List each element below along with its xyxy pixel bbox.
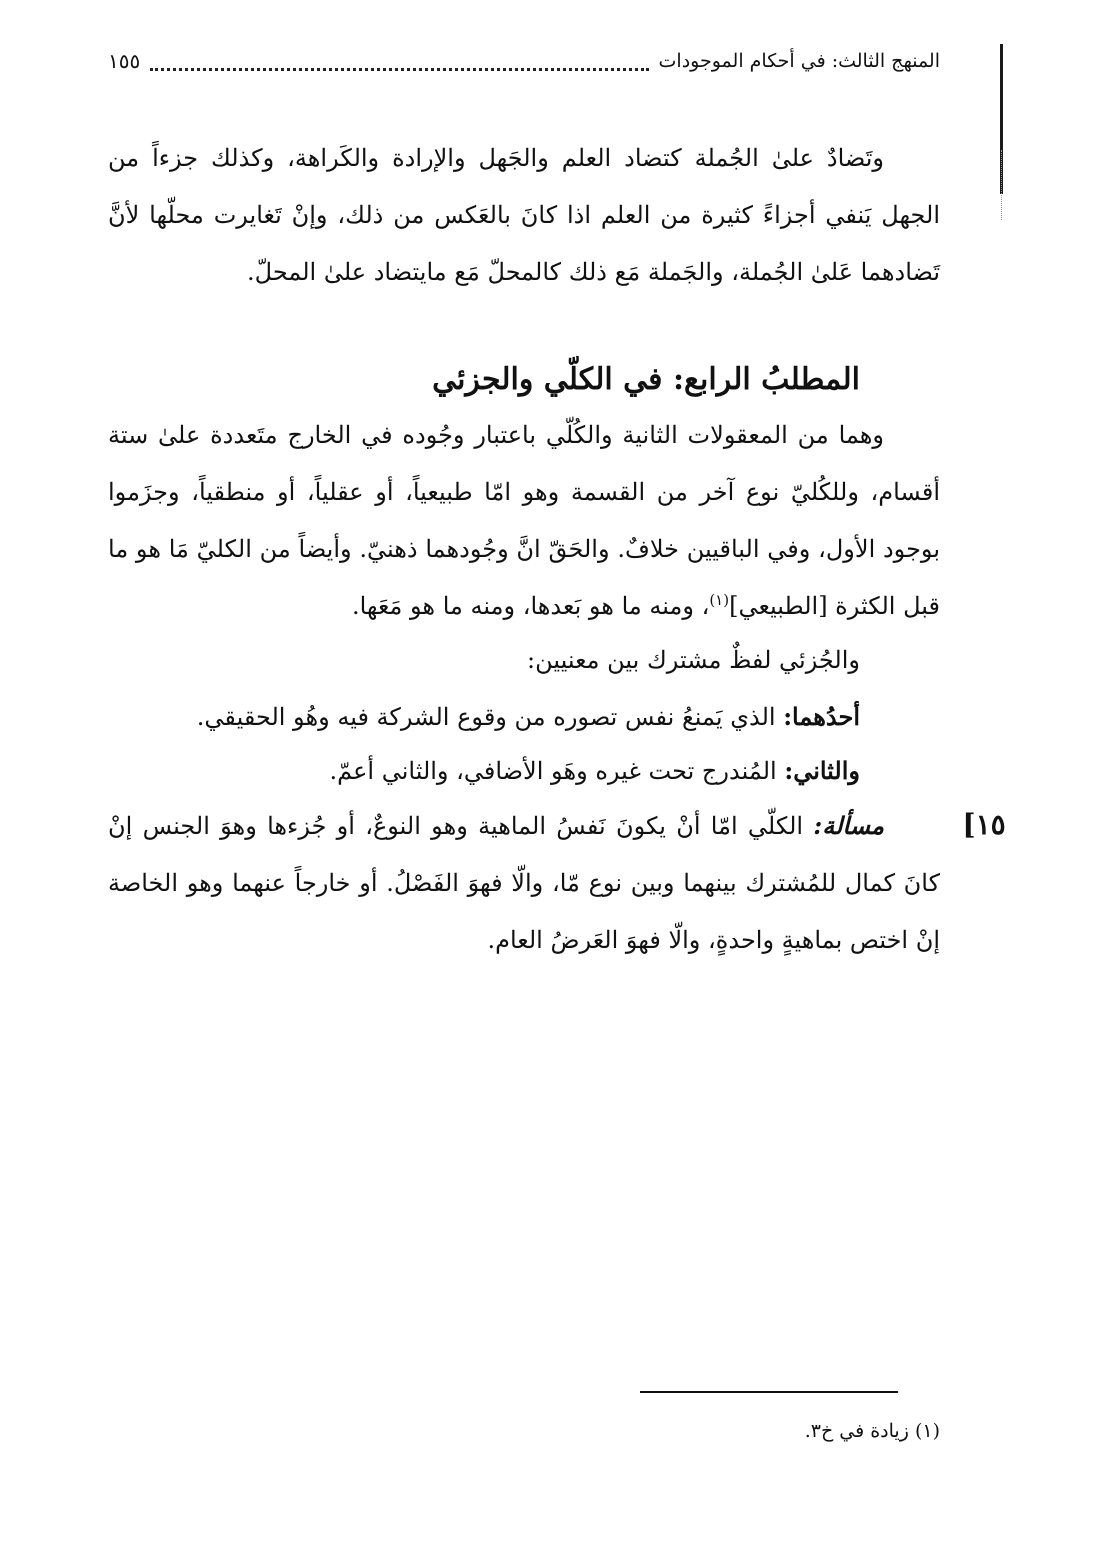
- running-header: [108, 44, 940, 78]
- paragraph-5-text: المُندرج تحت غيره وهَو الأضافي، والثاني أعمّ.: [329, 757, 785, 785]
- paragraph-6: [108, 797, 940, 969]
- paragraph-4-term: أحدُهما:: [783, 702, 860, 731]
- paragraph-1: وتَضادٌ علىٰ الجُملة كتضاد العلم والجَهل والإرادة والكَراهة، وكذلك جزءاً من الجهل يَنفي أجزاءً كثيرة من العلم اذا كانَ بالعَكس من ذلك، وإنْ تَغايرت محلّها لأنَّ تَضادهما عَلىٰ الجُملة، والجَملة مَع ذلك كالمحلّ مَع مايتضاد علىٰ المحلّ.: [108, 144, 940, 286]
- header-dot-leader: [150, 58, 648, 71]
- paragraph-6-text: الكلّي امّا أنْ يكونَ نَفسُ الماهية وهو النوعٌ، أو جُزءها وهوَ الجنس إنْ كانَ كمال للمُشترك بينهما وبين نوع مّا، والّا فهوَ الفَصْلُ. أو خارجاً عنهما وهو الخاصة إنْ اختص بماهيةٍ واحدةٍ، والّا فهوَ العَرضُ العام.: [108, 812, 940, 954]
- page-number: ١٥٥: [108, 49, 141, 73]
- paragraph-2: [108, 407, 940, 635]
- paragraph-3: والجُزئي لفظٌ مشترك بين معنيين:: [527, 646, 860, 674]
- footnote-1: (١) زيادة في خ٣.: [804, 1420, 940, 1442]
- paragraph-5-term: والثاني:: [784, 756, 860, 785]
- running-header-title: المنهج الثالث: في أحكام الموجودات: [658, 50, 940, 72]
- paragraph-2-text-after: ، ومنه ما هو بَعدها، ومنه ما هو مَعَها.: [351, 592, 710, 620]
- paragraph-4-text: الذي يَمنعُ نفس تصوره من وقوع الشركة فيه وهُو الحقيقي.: [196, 703, 784, 731]
- margin-section-marker: ١٥]: [962, 808, 1006, 841]
- paragraph-4: [108, 688, 860, 746]
- paragraph-2-text-before: وهما من المعقولات الثانية والكُلّي باعتبار وجُوده في الخارج متَعددة علىٰ ستة أقسام، وللكُليّ نوع آخر من القسمة وهو امّا طبيعياً، أو عقلياً، أو منطقياً، وجزَموا بوجود الأول، وفي الباقيين خلافٌ. والحَقّ انَّ وجُودهما ذهنيّ. وأيضاً من الكليّ مَا هو ما قبل الكثرة [الطبيعي]: [108, 421, 940, 620]
- footnote-reference: (١): [709, 591, 730, 609]
- paragraph-6-term: مسألة:: [813, 811, 884, 840]
- section-heading: المطلبُ الرابع: في الكلّي والجزئي: [432, 362, 860, 397]
- margin-dotted-rule: [1001, 150, 1002, 220]
- footnote-rule: [640, 1391, 898, 1393]
- paragraph-5: [108, 742, 860, 800]
